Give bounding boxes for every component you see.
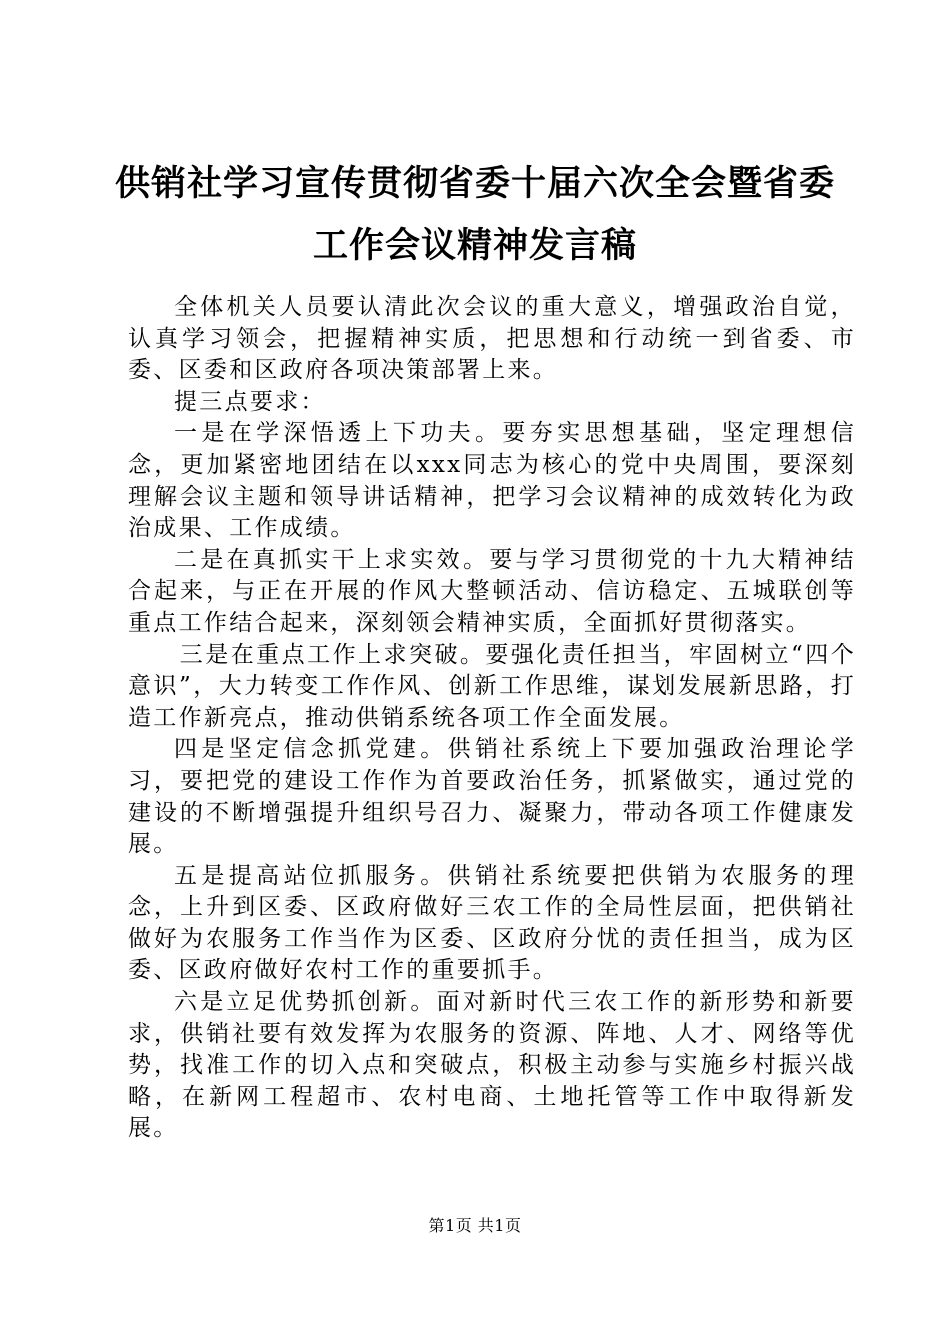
document-title-line-1: 供销社学习宣传贯彻省委十届六次全会暨省委	[114, 164, 835, 204]
document-title-line-2: 工作会议精神发言稿	[312, 226, 637, 266]
paragraph-point-1: 一是在学深悟透上下功夫。要夯实思想基础，坚定理想信念，更加紧密地团结在以xxx同志为核心的党中央周围，要深刻理解会议主题和领导讲话精神，把学习会议精神的成效转化为政治成果、工作成绩。	[128, 420, 856, 542]
page-footer: 第1页 共1页	[428, 1216, 522, 1235]
paragraph-requirements-heading: 提三点要求：	[174, 388, 326, 415]
paragraph-point-2: 二是在真抓实干上求实效。要与学习贯彻党的十九大精神结合起来，与正在开展的作风大整顿活动、信访稳定、五城联创等重点工作结合起来，深刻领会精神实质，全面抓好贯彻落实。	[128, 546, 856, 636]
paragraph-point-3: 三是在重点工作上求突破。要强化责任担当，牢固树立“四个意识”，大力转变工作作风、创新工作思维，谋划发展新思路，打造工作新亮点，推动供销系统各项工作全面发展。	[128, 641, 856, 731]
paragraph-intro: 全体机关人员要认清此次会议的重大意义，增强政治自觉，认真学习领会，把握精神实质，把思想和行动统一到省委、市委、区委和区政府各项决策部署上来。	[128, 294, 856, 384]
paragraph-point-4: 四是坚定信念抓党建。供销社系统上下要加强政治理论学习，要把党的建设工作作为首要政治任务，抓紧做实，通过党的建设的不断增强提升组织号召力、凝聚力，带动各项工作健康发展。	[128, 736, 856, 858]
document-body	[128, 292, 856, 1145]
paragraph-point-5: 五是提高站位抓服务。供销社系统要把供销为农服务的理念，上升到区委、区政府做好三农工作的全局性层面，把供销社做好为农服务工作当作为区委、区政府分忧的责任担当，成为区委、区政府做好农村工作的重要抓手。	[128, 862, 856, 984]
paragraph-point-6: 六是立足优势抓创新。面对新时代三农工作的新形势和新要求，供销社要有效发挥为农服务的资源、阵地、人才、网络等优势，找准工作的切入点和突破点，积极主动参与实施乡村振兴战略，在新网工程超市、农村电商、土地托管等工作中取得新发展。	[128, 989, 856, 1142]
